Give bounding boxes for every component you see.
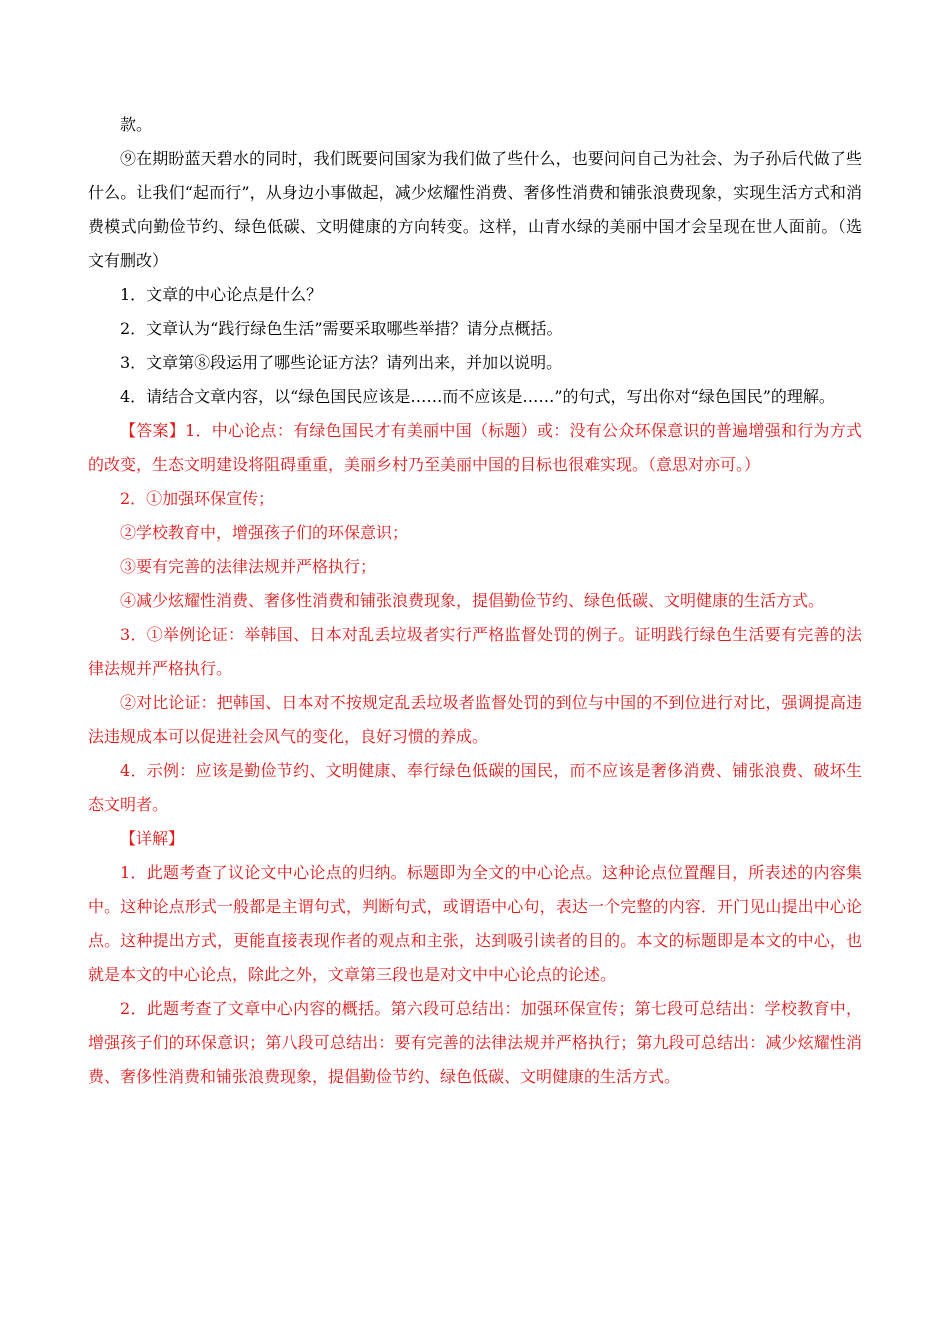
explain-2: 2．此题考查了文章中心内容的概括。第六段可总结出：加强环保宣传；第七段可总结出：学校教育中，增强孩子们的环保意识；第八段可总结出：要有完善的法律法规并严格执行；第九段可总结出：减少炫耀性消费、奢侈性消费和铺张浪费现象，提倡勤俭节约、绿色低碳、文明健康的生活方式。 [88, 999, 862, 1086]
question-3: 3．文章第⑧段运用了哪些论证方法？请列出来，并加以说明。 [120, 353, 563, 372]
answer-2-item-1: 2．①加强环保宣传； [120, 489, 275, 508]
answer-1-text: 1．中心论点：有绿色国民才有美丽中国（标题）或：没有公众环保意识的普遍增强和行为方式的改变，生态文明建设将阻碍重重，美丽乡村乃至美丽中国的目标也很难实现。（意思对亦可。） [88, 421, 862, 474]
answer-2-item-4: ④减少炫耀性消费、奢侈性消费和铺张浪费现象，提倡勤俭节约、绿色低碳、文明健康的生活方式。 [120, 591, 825, 610]
passage-paragraph-tail: 款。 [120, 115, 153, 134]
answer-2-item-2: ②学校教育中，增强孩子们的环保意识； [120, 523, 409, 542]
document-page [88, 108, 862, 1094]
explain-tag: 【详解】 [120, 829, 185, 848]
answer-4: 4．示例：应该是勤俭节约、文明健康、奉行绿色低碳的国民，而不应该是奢侈消费、铺张浪费、破坏生态文明者。 [88, 761, 862, 814]
question-2: 2．文章认为“践行绿色生活”需要采取哪些举措？请分点概括。 [120, 319, 563, 338]
answer-3-item-1: 3．①举例论证：举韩国、日本对乱丢垃圾者实行严格监督处罚的例子。证明践行绿色生活要有完善的法律法规并严格执行。 [88, 625, 862, 678]
passage-paragraph-9: ⑨在期盼蓝天碧水的同时，我们既要问国家为我们做了些什么，也要问问自己为社会、为子孙后代做了些什么。让我们“起而行”，从身边小事做起，减少炫耀性消费、奢侈性消费和铺张浪费现象，实现生活方式和消费模式向勤俭节约、绿色低碳、文明健康的方向转变。这样，山青水绿的美丽中国才会呈现在世人面前。（选文有删改） [88, 149, 862, 270]
answer-1 [88, 414, 862, 482]
question-4: 4．请结合文章内容，以“绿色国民应该是……而不应该是……”的句式，写出你对“绿色国民”的理解。 [120, 387, 835, 406]
explain-1: 1．此题考查了议论文中心论点的归纳。标题即为全文的中心论点。这种论点位置醒目，所表述的内容集中。这种论点形式一般都是主谓句式，判断句式，或谓语中心句，表达一个完整的内容．开门见山提出中心论点。这种提出方式，更能直接表现作者的观点和主张，达到吸引读者的目的。本文的标题即是本文的中心，也就是本文的中心论点，除此之外，文章第三段也是对文中中心论点的论述。 [88, 863, 862, 984]
answer-tag: 【答案】 [120, 421, 186, 440]
answer-3-item-2: ②对比论证：把韩国、日本对不按规定乱丢垃圾者监督处罚的到位与中国的不到位进行对比，强调提高违法违规成本可以促进社会风气的变化，良好习惯的养成。 [88, 693, 862, 746]
question-1: 1．文章的中心论点是什么？ [120, 285, 323, 304]
answer-2-item-3: ③要有完善的法律法规并严格执行； [120, 557, 377, 576]
